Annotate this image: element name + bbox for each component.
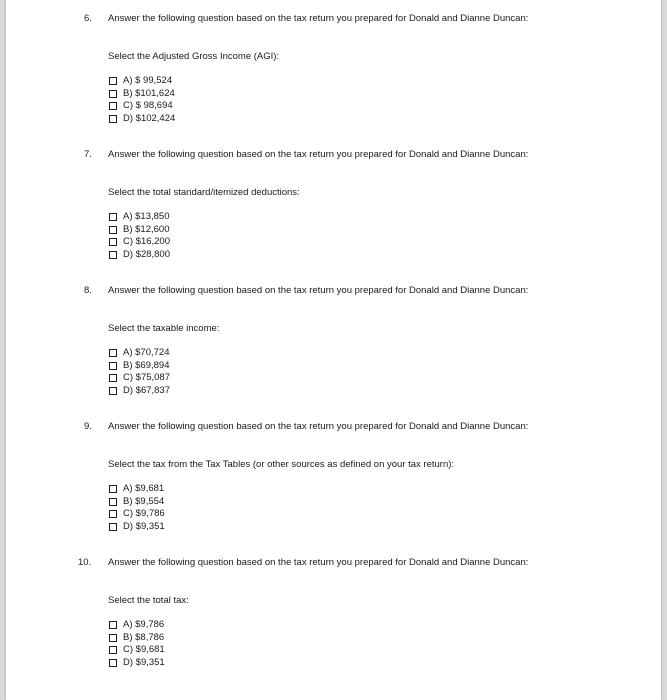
answer-option[interactable] [109, 483, 165, 496]
option-label: D) $67,837 [123, 384, 171, 396]
answer-option[interactable] [109, 619, 165, 632]
checkbox-icon[interactable] [109, 362, 117, 370]
checkbox-icon[interactable] [109, 621, 117, 629]
document-page [6, 0, 661, 700]
question-number: 8. [84, 285, 92, 296]
answer-option[interactable] [109, 224, 170, 237]
question-text: Answer the following question based on the tax return you prepared for Donald and Dianne Duncan: [108, 557, 529, 568]
option-label: A) $70,724 [123, 347, 170, 359]
answer-option[interactable] [109, 385, 170, 398]
checkbox-icon[interactable] [109, 115, 117, 123]
checkbox-icon[interactable] [109, 213, 117, 221]
answer-option[interactable] [109, 249, 170, 262]
option-label: C) $75,087 [123, 372, 171, 384]
checkbox-icon[interactable] [109, 634, 117, 642]
checkbox-icon[interactable] [109, 238, 117, 246]
option-label: B) $12,600 [123, 223, 170, 235]
question-prompt: Select the Adjusted Gross Income (AGI): [108, 51, 280, 62]
answer-option[interactable] [109, 508, 165, 521]
option-label: C) $ 98,694 [123, 100, 173, 112]
question-prompt: Select the tax from the Tax Tables (or other sources as defined on your tax return): [108, 459, 455, 470]
checkbox-icon[interactable] [109, 77, 117, 85]
option-label: B) $8,786 [123, 631, 165, 643]
checkbox-icon[interactable] [109, 659, 117, 667]
answer-option[interactable] [109, 347, 170, 360]
question-number: 10. [78, 557, 92, 568]
option-label: B) $9,554 [123, 495, 165, 507]
option-label: C) $9,681 [123, 644, 165, 656]
checkbox-icon[interactable] [109, 485, 117, 493]
answer-options [109, 619, 165, 669]
option-label: D) $28,800 [123, 248, 171, 260]
answer-option[interactable] [109, 75, 175, 88]
question-text: Answer the following question based on the tax return you prepared for Donald and Dianne Duncan: [108, 13, 529, 24]
checkbox-icon[interactable] [109, 90, 117, 98]
question-prompt: Select the total standard/itemized deductions: [108, 187, 300, 198]
answer-options [109, 483, 165, 533]
answer-options [109, 211, 170, 261]
option-label: D) $9,351 [123, 520, 165, 532]
option-label: B) $101,624 [123, 87, 175, 99]
answer-options [109, 347, 170, 397]
checkbox-icon[interactable] [109, 387, 117, 395]
option-label: A) $9,786 [123, 619, 165, 631]
option-label: C) $16,200 [123, 236, 171, 248]
question-prompt: Select the total tax: [108, 595, 189, 606]
question-number: 9. [84, 421, 92, 432]
answer-option[interactable] [109, 360, 170, 373]
checkbox-icon[interactable] [109, 251, 117, 259]
answer-option[interactable] [109, 113, 175, 126]
answer-option[interactable] [109, 632, 165, 645]
checkbox-icon[interactable] [109, 349, 117, 357]
question-text: Answer the following question based on the tax return you prepared for Donald and Dianne Duncan: [108, 285, 529, 296]
answer-option[interactable] [109, 644, 165, 657]
option-label: C) $9,786 [123, 508, 165, 520]
checkbox-icon[interactable] [109, 510, 117, 518]
checkbox-icon[interactable] [109, 646, 117, 654]
question-text: Answer the following question based on the tax return you prepared for Donald and Dianne Duncan: [108, 149, 529, 160]
question-prompt: Select the taxable income: [108, 323, 220, 334]
question-text: Answer the following question based on the tax return you prepared for Donald and Dianne Duncan: [108, 421, 529, 432]
answer-options [109, 75, 175, 125]
answer-option[interactable] [109, 657, 165, 670]
checkbox-icon[interactable] [109, 498, 117, 506]
checkbox-icon[interactable] [109, 226, 117, 234]
option-label: D) $9,351 [123, 656, 165, 668]
answer-option[interactable] [109, 88, 175, 101]
answer-option[interactable] [109, 496, 165, 509]
option-label: A) $13,850 [123, 211, 170, 223]
option-label: A) $ 99,524 [123, 75, 173, 87]
checkbox-icon[interactable] [109, 523, 117, 531]
option-label: D) $102,424 [123, 112, 176, 124]
option-label: B) $69,894 [123, 359, 170, 371]
question-number: 6. [84, 13, 92, 24]
checkbox-icon[interactable] [109, 102, 117, 110]
answer-option[interactable] [109, 211, 170, 224]
answer-option[interactable] [109, 236, 170, 249]
question-number: 7. [84, 149, 92, 160]
answer-option[interactable] [109, 372, 170, 385]
answer-option[interactable] [109, 521, 165, 534]
checkbox-icon[interactable] [109, 374, 117, 382]
option-label: A) $9,681 [123, 483, 165, 495]
answer-option[interactable] [109, 100, 175, 113]
